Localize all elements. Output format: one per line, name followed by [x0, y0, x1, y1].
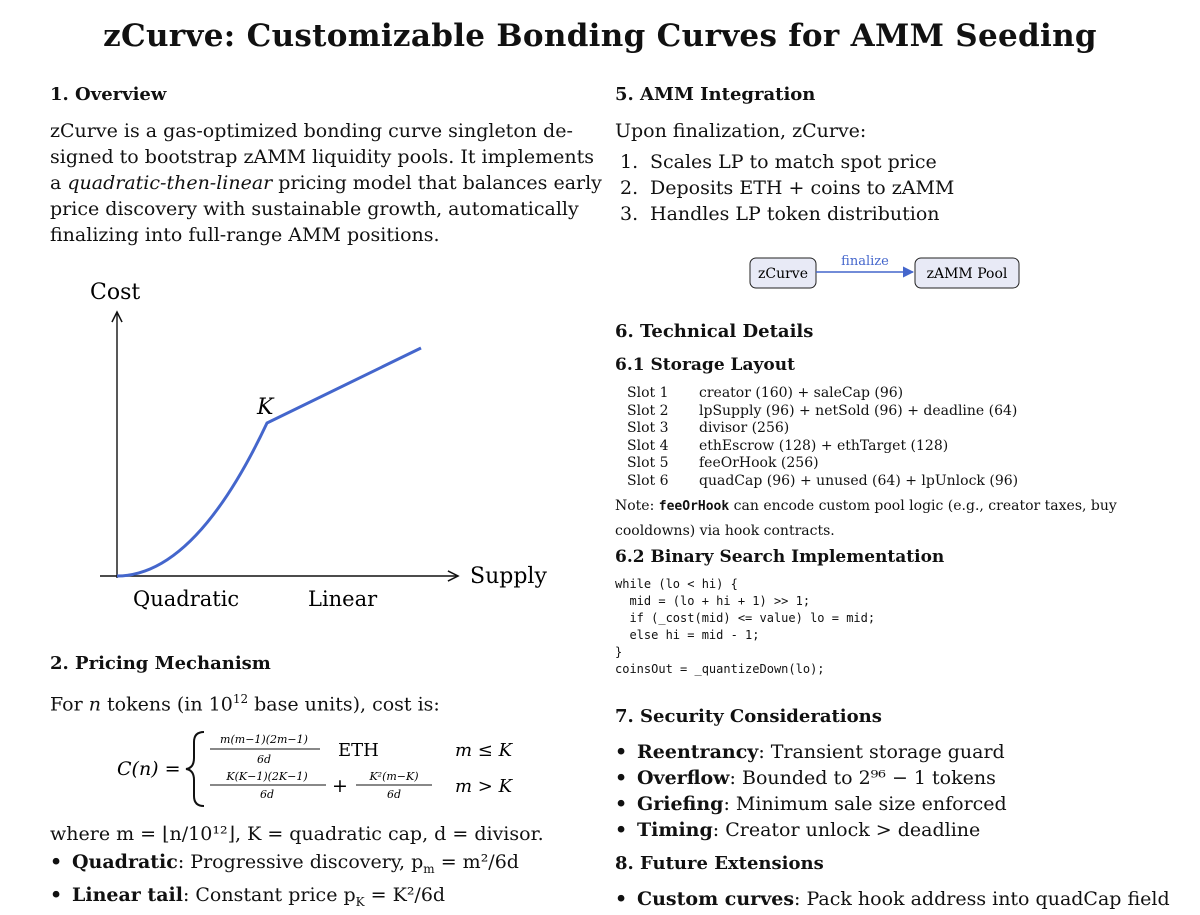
paper-title: zCurve: Customizable Bonding Curves for AMM Seeding	[103, 18, 1097, 54]
section-overview-heading: 1. Overview	[50, 84, 167, 105]
overview-line: finalizing into full-range AMM positions.	[50, 224, 440, 246]
case2-denominator-a: 6d	[259, 788, 275, 801]
list-item: • Reentrancy: Transient storage guard	[615, 741, 1005, 763]
pricing-equation	[100, 728, 540, 810]
table-row: Slot 3 divisor (256)	[627, 420, 790, 436]
overview-line: signed to bootstrap zAMM liquidity pools. It implements	[50, 146, 595, 168]
quadratic-region-label: Quadratic	[133, 587, 240, 611]
list-item: • Custom curves: Pack hook address into quadCap field	[615, 888, 1170, 910]
table-row: Slot 6 quadCap (96) + unused (64) + lpUnlock (96)	[627, 472, 1019, 489]
table-row: Slot 5 feeOrHook (256)	[627, 455, 819, 471]
zcurve-node-label: zCurve	[758, 266, 808, 282]
section-security-heading: 7. Security Considerations	[615, 706, 882, 727]
section-amm-heading: 5. AMM Integration	[615, 84, 816, 105]
section-pricing-heading: 2. Pricing Mechanism	[50, 653, 271, 674]
list-item: 2. Deposits ETH + coins to zAMM	[620, 177, 955, 199]
case2-condition: m > K	[455, 776, 513, 797]
pricing-bullets	[50, 849, 519, 915]
pricing-intro: For n tokens (in $10^{12}$ base units), cost is:	[50, 692, 440, 716]
x-axis-label: Supply	[470, 564, 547, 589]
list-item: • Overflow: Bounded to 2⁹⁶ − 1 tokens	[615, 767, 996, 789]
kink-label: K	[257, 395, 274, 420]
equation-lhs: C(n) =	[117, 758, 181, 780]
amm-intro: Upon finalization, zCurve:	[615, 120, 867, 142]
list-item: • Quadratic: Progressive discovery, $p_m = m^2/6d$	[50, 851, 519, 876]
case2-numerator-b: K²(m−K)	[369, 770, 419, 783]
storage-layout-table	[627, 385, 1018, 490]
security-bullets	[615, 739, 1007, 843]
table-row: Slot 2 lpSupply (96) + netSold (96) + deadline (64)	[627, 402, 1018, 419]
list-item: • Linear tail: Constant price $p_K = K^2/6d$	[50, 883, 446, 909]
brace	[186, 732, 204, 806]
y-axis-label: Cost	[90, 280, 141, 305]
case1-numerator: m(m−1)(2m−1)	[220, 733, 308, 746]
cost-curve	[117, 348, 421, 576]
amm-steps	[620, 149, 954, 227]
section-technical-heading: 6. Technical Details	[615, 321, 814, 342]
case2-denominator-b: 6d	[386, 788, 402, 801]
overview-line: price discovery with sustainable growth, automatically	[50, 198, 579, 220]
list-item: 3. Handles LP token distribution	[620, 203, 940, 225]
overview-line: a quadratic-then-linear pricing model that balances early	[50, 172, 602, 194]
storage-note: Note: feeOrHook can encode custom pool logic (e.g., creator taxes, buy cooldowns) via hook contracts.	[615, 498, 1117, 539]
zamm-pool-node-label: zAMM Pool	[926, 266, 1008, 282]
overview-line: zCurve is a gas-optimized bonding curve singleton de-	[50, 120, 573, 142]
overview-paragraph	[50, 118, 602, 248]
case1-denominator: 6d	[256, 753, 272, 766]
finalize-arrow-label: finalize	[841, 254, 889, 269]
list-item: • Griefing: Minimum sale size enforced	[615, 793, 1007, 815]
list-item: • Timing: Creator unlock > deadline	[615, 819, 981, 841]
case1-condition: m ≤ K	[455, 740, 513, 761]
case2-plus: +	[332, 775, 348, 797]
list-item: 1. Scales LP to match spot price	[620, 151, 937, 173]
linear-region-label: Linear	[308, 587, 378, 611]
binary-search-heading: 6.2 Binary Search Implementation	[615, 547, 945, 567]
model-name-emphasis: quadratic-then-linear	[67, 172, 273, 194]
case1-unit: ETH	[338, 740, 379, 761]
future-bullets	[615, 886, 1170, 912]
pricing-where: where m = ⌊n/10¹²⌋, K = quadratic cap, d = divisor.	[50, 823, 544, 845]
section-future-heading: 8. Future Extensions	[615, 853, 824, 874]
bonding-curve-figure	[0, 270, 600, 620]
case2-numerator-a: K(K−1)(2K−1)	[226, 770, 308, 783]
table-row: Slot 1 creator (160) + saleCap (96)	[627, 385, 904, 401]
finalize-diagram	[740, 248, 1040, 296]
table-row: Slot 4 ethEscrow (128) + ethTarget (128)	[627, 437, 949, 454]
storage-layout-heading: 6.1 Storage Layout	[615, 355, 795, 375]
binary-search-code: while (lo < hi) { mid = (lo + hi + 1) >> 1; if (_cost(mid) <= value) lo = mid; else hi = mid - 1; } coinsOut = _quantizeDown(lo);	[615, 577, 876, 676]
